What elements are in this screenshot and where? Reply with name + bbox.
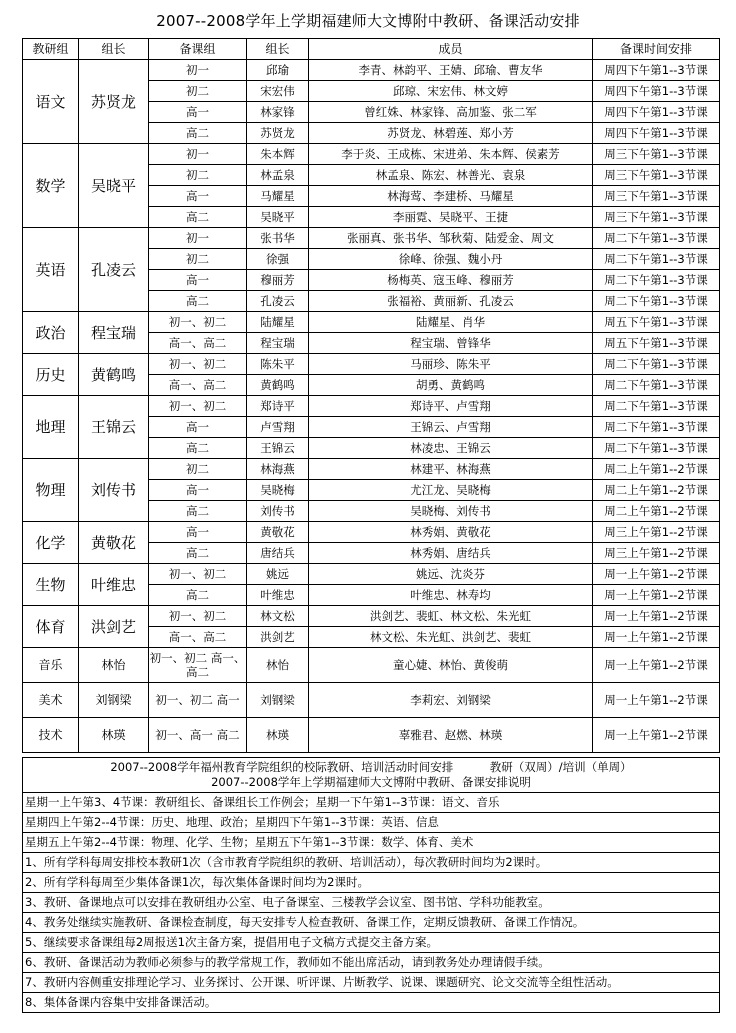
- group-leader: 王锦云: [79, 396, 149, 459]
- members: 姚远、沈炎芬: [309, 564, 593, 585]
- schedule-time: 周二下午第1--3节课: [593, 375, 720, 396]
- note-line: 4、教务处继续实施教研、备课检查制度，每天安排专人检查教研、备课工作，定期反馈教研、备课工作情况。: [23, 913, 720, 933]
- prep-group: 初一、高一 高二: [149, 718, 247, 753]
- prep-leader: 黄鹤鸣: [247, 375, 309, 396]
- members: 林秀娟、黄敬花: [309, 522, 593, 543]
- members: 李青、林韵平、王婧、邱瑜、曹友华: [309, 60, 593, 81]
- prep-group: 初一: [149, 228, 247, 249]
- prep-group: 初一、初二: [149, 354, 247, 375]
- schedule-time: 周二下午第1--3节课: [593, 291, 720, 312]
- header-prep: 备课组: [149, 39, 247, 60]
- header-leader: 组长: [79, 39, 149, 60]
- schedule-time: 周二上午第1--2节课: [593, 459, 720, 480]
- members: 叶维忠、林寿均: [309, 585, 593, 606]
- prep-group: 高一、高二: [149, 627, 247, 648]
- prep-group: 初一、初二: [149, 564, 247, 585]
- prep-leader: 林家锋: [247, 102, 309, 123]
- group-leader: 林怡: [79, 648, 149, 683]
- group-leader: 刘传书: [79, 459, 149, 522]
- group-leader: 吴晓平: [79, 144, 149, 228]
- group-leader: 黄敬花: [79, 522, 149, 564]
- prep-group: 高二: [149, 291, 247, 312]
- prep-leader: 宋宏伟: [247, 81, 309, 102]
- group-name: 体育: [23, 606, 79, 648]
- schedule-time: 周一上午第1--2节课: [593, 627, 720, 648]
- schedule-time: 周二上午第1--2节课: [593, 501, 720, 522]
- members: 程宝瑞、曾锋华: [309, 333, 593, 354]
- prep-leader: 陆耀星: [247, 312, 309, 333]
- members: 马丽珍、陈朱平: [309, 354, 593, 375]
- group-leader: 苏贤龙: [79, 60, 149, 144]
- table-header-row: [23, 39, 720, 60]
- members: 杨梅英、寇玉峰、穆丽芳: [309, 270, 593, 291]
- notes-subtitle-2: 2007--2008学年上学期福建师大文博附中教研、备课安排说明: [211, 775, 531, 789]
- prep-group: 高二: [149, 585, 247, 606]
- members: 林建平、林海燕: [309, 459, 593, 480]
- prep-leader: 刘传书: [247, 501, 309, 522]
- members: 郑诗平、卢雪翔: [309, 396, 593, 417]
- prep-leader: 姚远: [247, 564, 309, 585]
- prep-group: 高一: [149, 270, 247, 291]
- prep-leader: 唐结兵: [247, 543, 309, 564]
- prep-group: 初二: [149, 249, 247, 270]
- note-line: 5、继续要求备课组每2周报送1次主备方案，提倡用电子文稿方式提交主备方案。: [23, 933, 720, 953]
- schedule-time: 周二下午第1--3节课: [593, 354, 720, 375]
- schedule-time: 周一上午第1--2节课: [593, 606, 720, 627]
- schedule-time: 周四下午第1--3节课: [593, 60, 720, 81]
- members: 张丽真、张书华、邹秋菊、陆爱金、周文: [309, 228, 593, 249]
- members: 王锦云、卢雪翔: [309, 417, 593, 438]
- table-row: [23, 228, 720, 249]
- schedule-time: 周二下午第1--3节课: [593, 228, 720, 249]
- group-leader: 叶维忠: [79, 564, 149, 606]
- schedule-time: 周二下午第1--3节课: [593, 438, 720, 459]
- schedule-time: 周四下午第1--3节课: [593, 123, 720, 144]
- members: 童心婕、林怡、黄俊萌: [309, 648, 593, 683]
- group-name: 政治: [23, 312, 79, 354]
- prep-leader: 吴晓平: [247, 207, 309, 228]
- schedule-time: 周五下午第1--3节课: [593, 333, 720, 354]
- table-row: [23, 459, 720, 480]
- prep-group: 初二: [149, 81, 247, 102]
- members: 林海莺、李建桥、马耀星: [309, 186, 593, 207]
- prep-group: 高二: [149, 438, 247, 459]
- table-row: [23, 564, 720, 585]
- group-name: 英语: [23, 228, 79, 312]
- prep-leader: 卢雪翔: [247, 417, 309, 438]
- table-row: [23, 60, 720, 81]
- table-row: [23, 606, 720, 627]
- prep-leader: 马耀星: [247, 186, 309, 207]
- group-name: 数学: [23, 144, 79, 228]
- members: 李莉宏、刘钢梁: [309, 683, 593, 718]
- table-row: [23, 396, 720, 417]
- prep-leader: 苏贤龙: [247, 123, 309, 144]
- members: 李于炎、王成栋、宋进弟、朱本辉、侯素芳: [309, 144, 593, 165]
- group-name: 语文: [23, 60, 79, 144]
- members: 张福裕、黄丽新、孔凌云: [309, 291, 593, 312]
- members: 苏贤龙、林碧莲、郑小芳: [309, 123, 593, 144]
- group-leader: 刘钢梁: [79, 683, 149, 718]
- notes-table: [22, 757, 720, 1013]
- prep-group: 高一: [149, 102, 247, 123]
- group-leader: 洪剑艺: [79, 606, 149, 648]
- members: 林孟泉、陈宏、林善光、袁泉: [309, 165, 593, 186]
- group-leader: 林瑛: [79, 718, 149, 753]
- header-members: 成员: [309, 39, 593, 60]
- prep-group: 高二: [149, 123, 247, 144]
- prep-leader: 洪剑艺: [247, 627, 309, 648]
- schedule-time: 周三下午第1--3节课: [593, 165, 720, 186]
- prep-leader: 叶维忠: [247, 585, 309, 606]
- members: 曾红姝、林家锋、高加鉴、张二军: [309, 102, 593, 123]
- schedule-time: 周二下午第1--3节课: [593, 396, 720, 417]
- members: 吴晓梅、刘传书: [309, 501, 593, 522]
- schedule-time: 周二下午第1--3节课: [593, 417, 720, 438]
- members: 徐峰、徐强、魏小丹: [309, 249, 593, 270]
- schedule-time: 周四下午第1--3节课: [593, 81, 720, 102]
- members: 辜雅君、赵燃、林瑛: [309, 718, 593, 753]
- note-line: 星期五上午第2--4节课：物理、化学、生物；星期五下午第1--3节课：数学、体育、美术: [23, 833, 720, 853]
- members: 尤江龙、吴晓梅: [309, 480, 593, 501]
- group-leader: 黄鹤鸣: [79, 354, 149, 396]
- schedule-time: 周三上午第1--2节课: [593, 522, 720, 543]
- prep-leader: 陈朱平: [247, 354, 309, 375]
- schedule-time: 周三下午第1--3节课: [593, 207, 720, 228]
- prep-group: 初一、初二 高一、高二: [149, 648, 247, 683]
- table-row: [23, 683, 720, 718]
- schedule-table: [22, 38, 720, 753]
- group-name: 音乐: [23, 648, 79, 683]
- prep-leader: 黄敬花: [247, 522, 309, 543]
- prep-group: 初一、初二: [149, 312, 247, 333]
- table-body: [23, 60, 720, 753]
- members: 林秀娟、唐结兵: [309, 543, 593, 564]
- schedule-time: 周二上午第1--2节课: [593, 480, 720, 501]
- prep-leader: 林孟泉: [247, 165, 309, 186]
- members: 陆耀星、肖华: [309, 312, 593, 333]
- note-line: 星期一上午第3、4节课：教研组长、备课组长工作例会；星期一下午第1--3节课：语文、音乐: [23, 793, 720, 813]
- schedule-time: 周一上午第1--2节课: [593, 718, 720, 753]
- schedule-time: 周一上午第1--2节课: [593, 683, 720, 718]
- prep-leader: 朱本辉: [247, 144, 309, 165]
- prep-group: 高一: [149, 522, 247, 543]
- group-name: 技术: [23, 718, 79, 753]
- schedule-time: 周二下午第1--3节课: [593, 249, 720, 270]
- group-name: 物理: [23, 459, 79, 522]
- prep-group: 初二: [149, 165, 247, 186]
- group-name: 历史: [23, 354, 79, 396]
- prep-leader: 林怡: [247, 648, 309, 683]
- prep-group: 高二: [149, 207, 247, 228]
- prep-leader: 王锦云: [247, 438, 309, 459]
- table-row: [23, 648, 720, 683]
- prep-group: 高二: [149, 543, 247, 564]
- schedule-time: 周一上午第1--2节课: [593, 648, 720, 683]
- prep-group: 高二: [149, 501, 247, 522]
- members: 林凌忠、王锦云: [309, 438, 593, 459]
- group-name: 地理: [23, 396, 79, 459]
- members: 李丽霓、吴晓平、王捷: [309, 207, 593, 228]
- header-time: 备课时间安排: [593, 39, 720, 60]
- note-line: 1、所有学科每周安排校本教研1次（含市教育学院组织的教研、培训活动），每次教研时间均为2课时。: [23, 853, 720, 873]
- schedule-time: 周一上午第1--2节课: [593, 564, 720, 585]
- prep-leader: 吴晓梅: [247, 480, 309, 501]
- prep-leader: 孔凌云: [247, 291, 309, 312]
- note-line: 8、集体备课内容集中安排备课活动。: [23, 993, 720, 1013]
- prep-group: 高一: [149, 417, 247, 438]
- prep-group: 初一、初二 高一: [149, 683, 247, 718]
- table-row: [23, 312, 720, 333]
- notes-subtitle-1: 2007--2008学年福州教育学院组织的校际教研、培训活动时间安排 教研（双周）/培训（单周）: [110, 760, 632, 774]
- schedule-time: 周三下午第1--3节课: [593, 186, 720, 207]
- group-name: 化学: [23, 522, 79, 564]
- prep-group: 高一: [149, 186, 247, 207]
- schedule-time: 周五下午第1--3节课: [593, 312, 720, 333]
- prep-group: 高一: [149, 480, 247, 501]
- prep-group: 初一: [149, 144, 247, 165]
- members: 胡勇、黄鹤鸣: [309, 375, 593, 396]
- page-title: 2007--2008学年上学期福建师大文博附中教研、备课活动安排: [156, 12, 580, 30]
- prep-group: 高一、高二: [149, 333, 247, 354]
- note-line: 7、教研内容侧重安排理论学习、业务探讨、公开课、听评课、片断教学、说课、课题研究、论文交流等全组性活动。: [23, 973, 720, 993]
- members: 洪剑艺、裴虹、林文松、朱光虹: [309, 606, 593, 627]
- schedule-time: 周三上午第1--2节课: [593, 543, 720, 564]
- table-row: [23, 144, 720, 165]
- group-leader: 程宝瑞: [79, 312, 149, 354]
- note-line: 6、教研、备课活动为教师必须参与的教学常规工作，教师如不能出席活动，请到教务处办理请假手续。: [23, 953, 720, 973]
- prep-group: 初一、初二: [149, 396, 247, 417]
- schedule-time: 周二下午第1--3节课: [593, 270, 720, 291]
- prep-leader: 林文松: [247, 606, 309, 627]
- prep-group: 高一、高二: [149, 375, 247, 396]
- group-name: 美术: [23, 683, 79, 718]
- note-line: 星期四上午第2--4节课：历史、地理、政治；星期四下午第1--3节课：英语、信息: [23, 813, 720, 833]
- members: 邱琼、宋宏伟、林文婷: [309, 81, 593, 102]
- table-row: [23, 718, 720, 753]
- prep-group: 初一: [149, 60, 247, 81]
- table-row: [23, 522, 720, 543]
- prep-leader: 徐强: [247, 249, 309, 270]
- prep-group: 初一、初二: [149, 606, 247, 627]
- prep-leader: 穆丽芳: [247, 270, 309, 291]
- prep-leader: 郑诗平: [247, 396, 309, 417]
- prep-leader: 林海燕: [247, 459, 309, 480]
- schedule-time: 周三下午第1--3节课: [593, 144, 720, 165]
- notes-body: [23, 793, 720, 1013]
- schedule-time: 周四下午第1--3节课: [593, 102, 720, 123]
- prep-leader: 程宝瑞: [247, 333, 309, 354]
- group-name: 生物: [23, 564, 79, 606]
- header-prep-leader: 组长: [247, 39, 309, 60]
- prep-group: 初二: [149, 459, 247, 480]
- header-group: 教研组: [23, 39, 79, 60]
- notes-subtitles: [23, 758, 720, 793]
- prep-leader: 刘钢梁: [247, 683, 309, 718]
- prep-leader: 林瑛: [247, 718, 309, 753]
- table-row: [23, 354, 720, 375]
- members: 林文松、朱光虹、洪剑艺、裴虹: [309, 627, 593, 648]
- prep-leader: 邱瑜: [247, 60, 309, 81]
- note-line: 2、所有学科每周至少集体备课1次，每次集体备课时间均为2课时。: [23, 873, 720, 893]
- note-line: 3、教研、备课地点可以安排在教研组办公室、电子备课室、三楼教学会议室、图书馆、学科功能教室。: [23, 893, 720, 913]
- group-leader: 孔凌云: [79, 228, 149, 312]
- schedule-time: 周一上午第1--2节课: [593, 585, 720, 606]
- prep-leader: 张书华: [247, 228, 309, 249]
